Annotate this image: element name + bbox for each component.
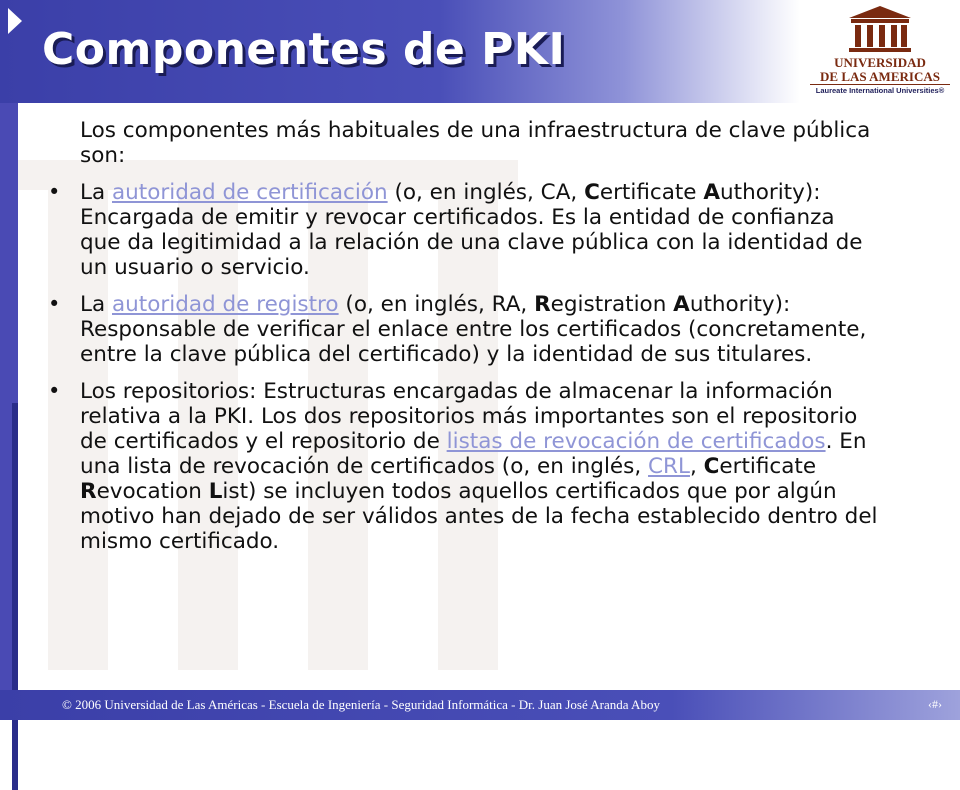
bullet-text: evocation [96, 479, 209, 504]
bullet-text: La [80, 292, 112, 317]
page-number: ‹#› [928, 697, 942, 711]
bullet-text: ist) se incluyen todos aquellos certificados que por algún motivo han dejado de ser válidos antes de la fecha establecido dentro del mismo certificado. [80, 479, 878, 554]
link-autoridad-certificacion[interactable]: autoridad de certificación [112, 180, 388, 205]
bullet-item [48, 379, 880, 554]
link-crl[interactable]: CRL [648, 454, 690, 479]
bold-initial: A [703, 180, 721, 205]
bullet-icon: • [48, 180, 61, 204]
bullet-text: (o, en inglés, CA, [387, 180, 585, 205]
bullet-item [48, 292, 880, 367]
bullet-text: ertificate [599, 180, 704, 205]
link-listas-revocacion[interactable]: listas de revocación de certificados [446, 429, 826, 454]
bold-initial: C [584, 180, 600, 205]
bold-initial: A [673, 292, 690, 317]
play-arrow-icon [8, 8, 22, 34]
bullet-text: ertificate [719, 454, 817, 479]
bold-initial: R [80, 479, 97, 504]
building-logo-icon [845, 4, 915, 54]
bullet-icon: • [48, 379, 61, 403]
footer-band [0, 690, 960, 720]
slide-title: Componentes de PKI [42, 24, 566, 75]
logo-line-2: DE LAS AMERICAS [820, 69, 940, 84]
bullet-text: , [689, 454, 704, 479]
logo-divider [810, 84, 950, 85]
bullet-icon: • [48, 292, 61, 316]
university-logo [800, 0, 960, 103]
footer-copyright: © 2006 Universidad de Las Américas - Escuela de Ingeniería - Seguridad Informática - Dr. Juan José Aranda Aboy [62, 697, 660, 712]
bullet-text: (o, en inglés, RA, [338, 292, 535, 317]
intro-text: Los componentes más habituales de una infraestructura de clave pública son: [80, 118, 871, 168]
left-accent-bar [0, 103, 18, 690]
bullet-text: uthority): Encargada de emitir y revocar certificados. Es la entidad de confianza que da legitimidad a la relación de una clave pública con la identidad de un usuario o servicio. [80, 180, 863, 280]
left-accent-bar-inner [12, 403, 18, 790]
link-autoridad-registro[interactable]: autoridad de registro [112, 292, 339, 317]
bold-initial: R [534, 292, 551, 317]
bullet-text: . En una lista de revocación de certificados (o, en inglés, [80, 429, 867, 479]
slide-body [40, 118, 880, 566]
logo-line-3: Laureate International Universities® [815, 86, 945, 95]
bold-initial: C [703, 454, 720, 479]
bullet-text: uthority): Responsable de verificar el enlace entre los certificados (concretamente, entre la clave pública del certificado) y la identidad de sus titulares. [80, 292, 867, 367]
bullet-text: egistration [550, 292, 674, 317]
bold-initial: L [208, 479, 223, 504]
bullet-text: Los repositorios: Estructuras encargadas de almacenar la información relativa a la PKI. Los dos repositorios más importantes son el repositorio de certificados y el repositorio de [80, 379, 858, 454]
logo-line-1: UNIVERSIDAD [834, 55, 926, 70]
bullet-text: La [80, 180, 112, 205]
bullet-item [48, 180, 880, 280]
